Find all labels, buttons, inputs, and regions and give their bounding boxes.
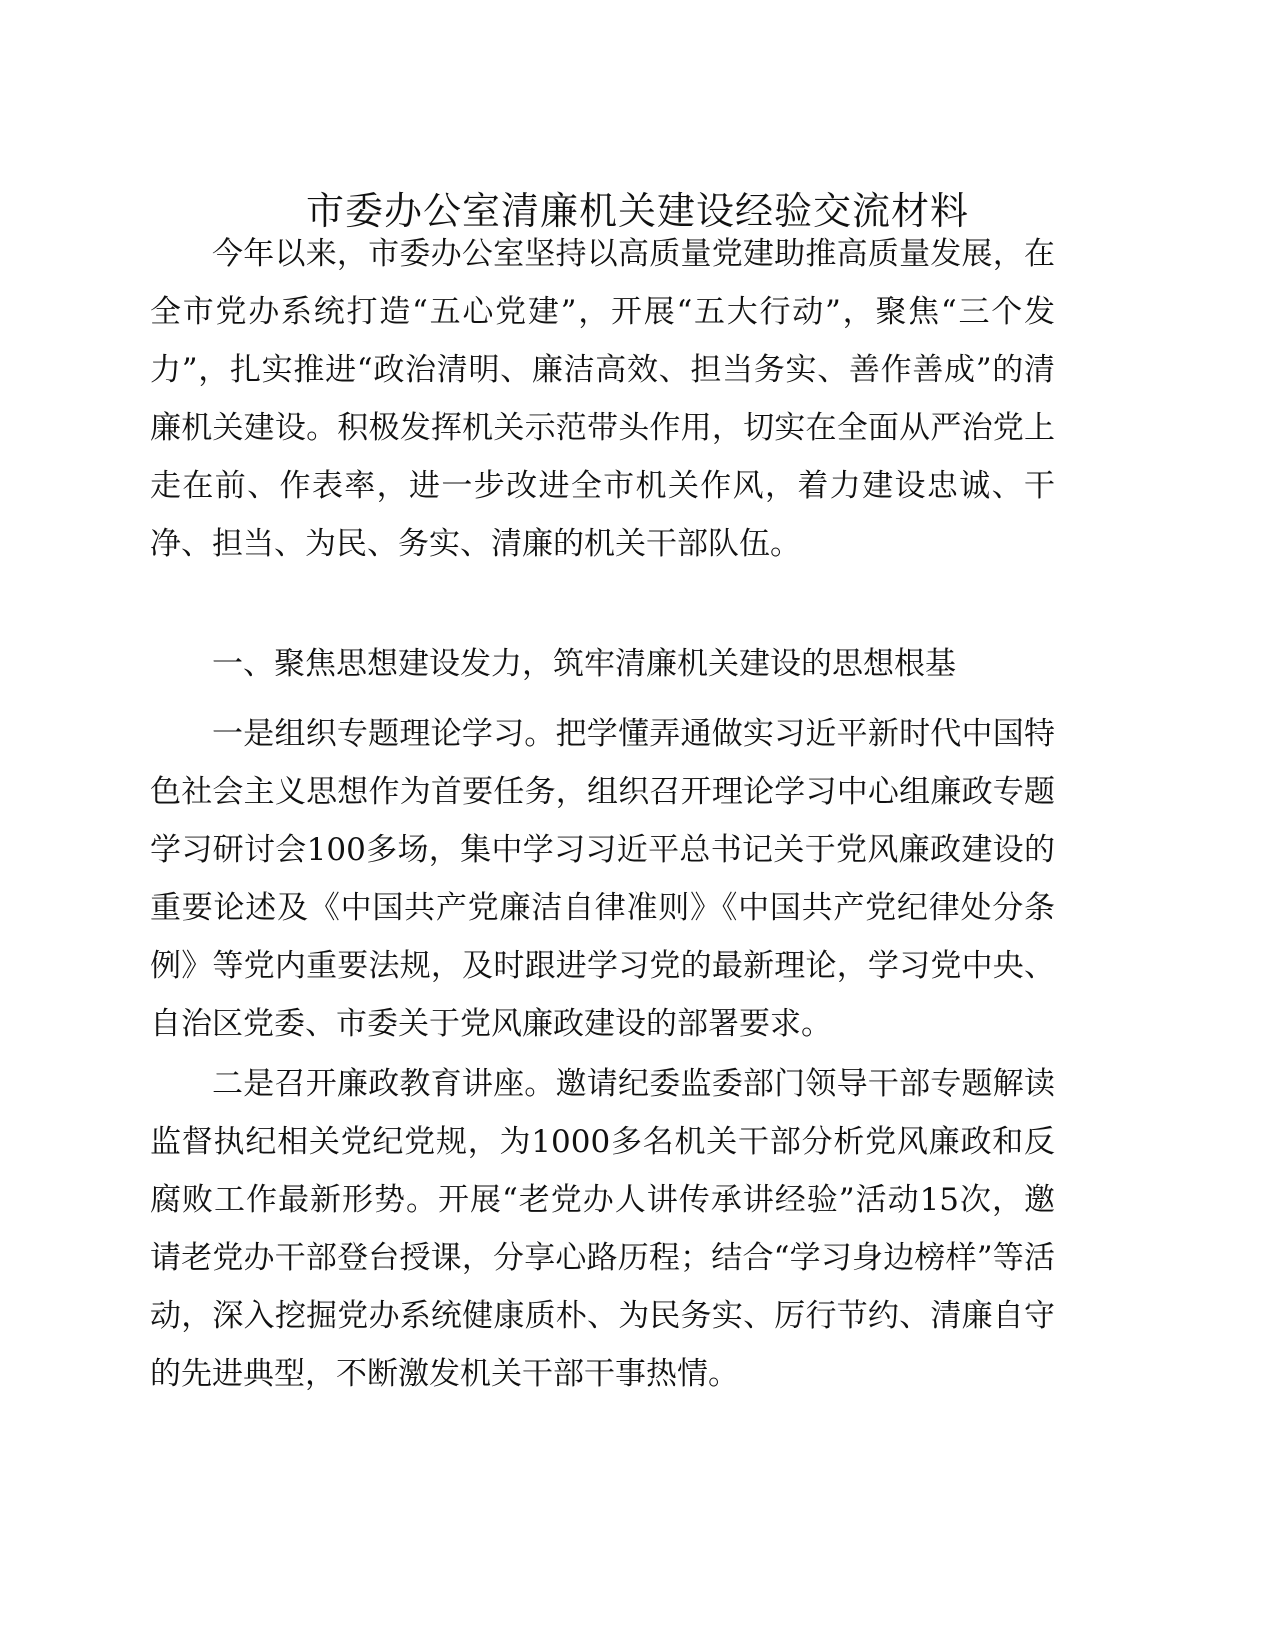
section-heading: 一、聚焦思想建设发力，筑牢清廉机关建设的思想根基 <box>212 646 956 682</box>
paragraph-item-2: 二是召开廉政教育讲座。邀请纪委监委部门领导干部专题解读监督执纪相关党纪党规，为1000多名机关干部分析党风廉政和反腐败工作最新形势。开展“老党办人讲传承讲经验”活动15次，邀请老党办干部登台授课，分享心路历程；结合“学习身边榜样”等活动，深入挖掘党办系统健康质朴、为民务实、厉行节约、清廉自守的先进典型，不断激发机关干部干事热情。 <box>150 1066 1055 1392</box>
intro-paragraph: 今年以来，市委办公室坚持以高质量党建助推高质量发展，在全市党办系统打造“五心党建”，开展“五大行动”，聚焦“三个发力”，扎实推进“政治清明、廉洁高效、担当务实、善作善成”的清廉机关建设。积极发挥机关示范带头作用，切实在全面从严治党上走在前、作表率，进一步改进全市机关作风，着力建设忠诚、干净、担当、为民、务实、清廉的机关干部队伍。 <box>150 236 1055 562</box>
paragraph-item-1: 一是组织专题理论学习。把学懂弄通做实习近平新时代中国特色社会主义思想作为首要任务，组织召开理论学习中心组廉政专题学习研讨会100多场，集中学习习近平总书记关于党风廉政建设的重要论述及《中国共产党廉洁自律准则》《中国共产党纪律处分条例》等党内重要法规，及时跟进学习党的最新理论，学习党中央、自治区党委、市委关于党风廉政建设的部署要求。 <box>150 716 1055 1042</box>
document-title: 市委办公室清廉机关建设经验交流材料 <box>305 189 969 233</box>
